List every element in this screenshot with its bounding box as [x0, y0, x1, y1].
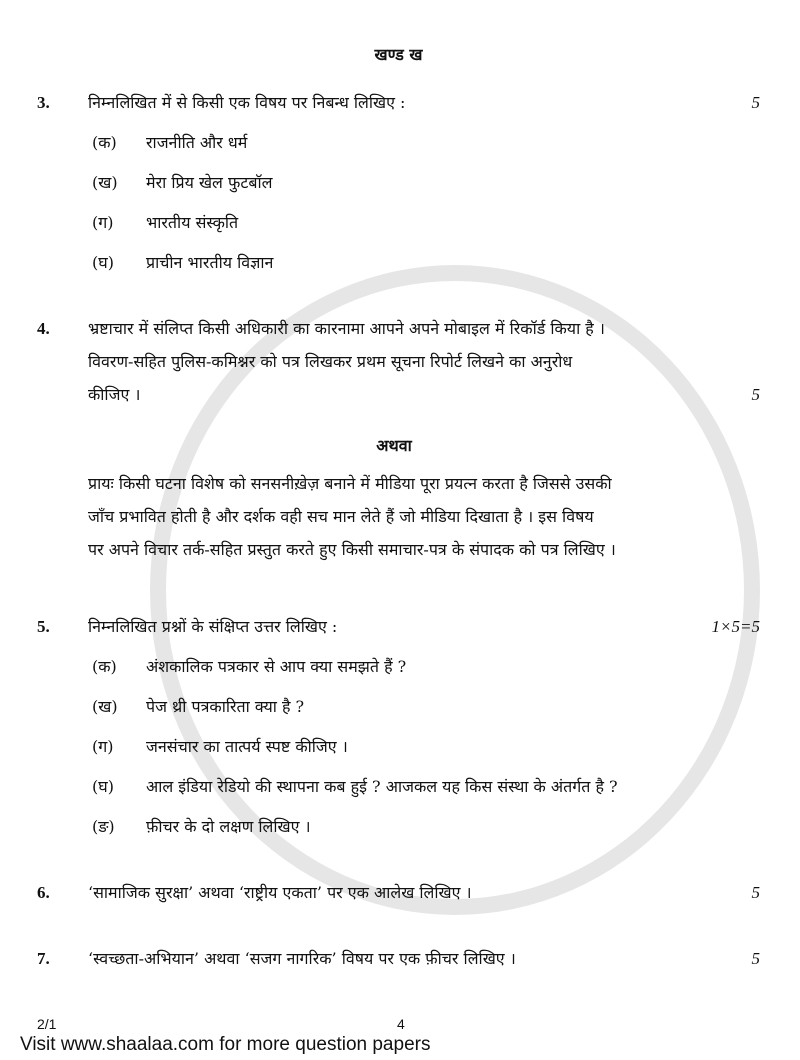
q3-option-label: (ग): [92, 213, 114, 232]
q5-option-label: (घ): [92, 777, 114, 796]
q5-option-text: फ़ीचर के दो लक्षण लिखिए ।: [146, 817, 311, 836]
q7-number: 7.: [37, 949, 50, 968]
q4-alt-line: प्रायः किसी घटना विशेष को सनसनीख़ेज़ बनाने में मीडिया पूरा प्रयत्न करता है जिससे उसकी: [88, 474, 612, 493]
question-3: [37, 92, 760, 274]
q7-marks: 5: [751, 949, 760, 968]
q3-option-label: (क): [92, 133, 117, 152]
q5-option-label: (ख): [92, 697, 118, 716]
q6-marks: 5: [751, 883, 760, 902]
paper-code: 2/1: [37, 1016, 57, 1032]
q6-text: ‘सामाजिक सुरक्षा’ अथवा ‘राष्ट्रीय एकता’ पर एक आलेख लिखिए ।: [88, 883, 472, 902]
q5-option-label: (ग): [92, 737, 114, 756]
q3-marks: 5: [751, 93, 760, 112]
q4-line: भ्रष्टाचार में संलिप्त किसी अधिकारी का कारनामा आपने अपने मोबाइल में रिकॉर्ड किया है ।: [88, 319, 605, 338]
q3-number: 3.: [37, 93, 50, 112]
q5-option-label: (ङ): [92, 817, 115, 836]
q7-text: ‘स्वच्छता-अभियान’ अथवा ‘सजग नागरिक’ विषय पर एक फ़ीचर लिखिए ।: [88, 949, 516, 968]
q3-option-label: (घ): [92, 253, 114, 272]
question-5: [37, 616, 760, 838]
page-footer: [20, 1016, 760, 1056]
q5-option-text: अंशकालिक पत्रकार से आप क्या समझते हैं ?: [146, 657, 407, 676]
q3-text: निम्नलिखित में से किसी एक विषय पर निबन्ध लिखिए :: [88, 93, 406, 112]
q5-text: निम्नलिखित प्रश्नों के संक्षिप्त उत्तर लिखिए :: [88, 617, 338, 636]
q5-marks: 1×5=5: [711, 617, 760, 636]
q4-line: कीजिए ।: [88, 385, 141, 404]
q4-alt-line: जाँच प्रभावित होती है और दर्शक वही सच मान लेते हैं जो मीडिया दिखाता है । इस विषय: [88, 507, 594, 526]
q4-number: 4.: [37, 319, 50, 338]
q5-option-label: (क): [92, 657, 117, 676]
q4-marks: 5: [751, 385, 760, 404]
question-7: [37, 948, 760, 970]
q3-option-text: भारतीय संस्कृति: [146, 213, 239, 232]
section-heading: खण्ड ख: [374, 45, 423, 64]
question-6: [37, 882, 760, 904]
question-4: [37, 318, 760, 417]
q4-alt-line: पर अपने विचार तर्क-सहित प्रस्तुत करते हुए किसी समाचार-पत्र के संपादक को पत्र लिखिए ।: [88, 540, 616, 559]
q5-number: 5.: [37, 617, 50, 636]
q3-option-text: प्राचीन भारतीय विज्ञान: [146, 253, 274, 272]
q3-option-label: (ख): [92, 173, 118, 192]
q3-option-text: राजनीति और धर्म: [146, 133, 248, 152]
q5-option-text: जनसंचार का तात्पर्य स्पष्ट कीजिए ।: [146, 737, 348, 756]
promo-link[interactable]: Visit www.shaalaa.com for more question papers: [20, 1034, 431, 1055]
q6-number: 6.: [37, 883, 50, 902]
q4-line: विवरण-सहित पुलिस-कमिश्नर को पत्र लिखकर प्रथम सूचना रिपोर्ट लिखने का अनुरोध: [88, 352, 573, 371]
q3-option-text: मेरा प्रिय खेल फुटबॉल: [146, 173, 273, 192]
page-number: 4: [397, 1016, 405, 1032]
q5-option-text: आल इंडिया रेडियो की स्थापना कब हुई ? आजकल यह किस संस्था के अंतर्गत है ?: [146, 777, 618, 796]
q5-option-text: पेज थ्री पत्रकारिता क्या है ?: [146, 697, 305, 716]
or-label: अथवा: [376, 436, 412, 455]
